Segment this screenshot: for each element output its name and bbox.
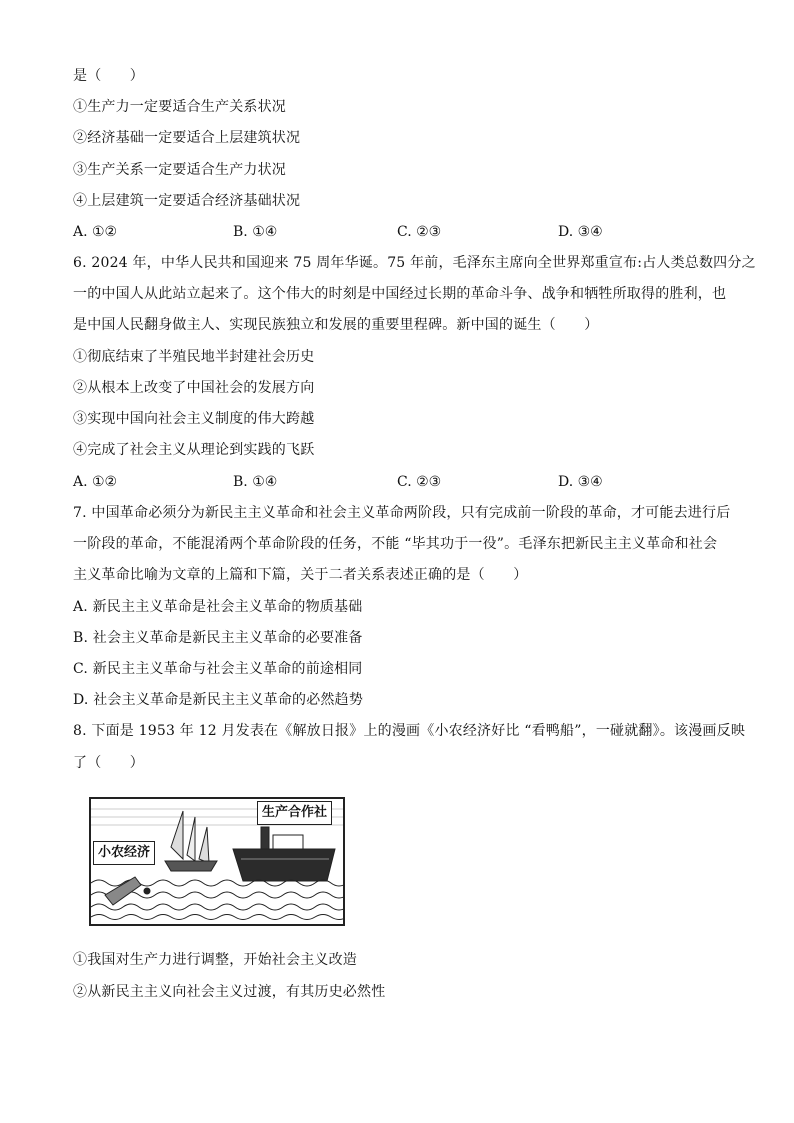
q6-item-3: ③实现中国向社会主义制度的伟大跨越 [73, 411, 315, 427]
q6-stem-line-3: 是中国人民翻身做主人、实现民族独立和发展的重要里程碑。新中国的诞生（ ） [73, 317, 599, 333]
q7-option-d[interactable]: D. 社会主义革命是新民主主义革命的必然趋势 [73, 692, 364, 708]
q8-item-2: ②从新民主主义向社会主义过渡，有其历史必然性 [73, 984, 386, 1000]
q6-option-b[interactable]: B. ①④ [233, 474, 278, 490]
q6-stem-line-1: 6. 2024 年，中华人民共和国迎来 75 周年华诞。75 年前，毛泽东主席向全世界郑重宣布:占人类总数四分之 [73, 255, 756, 271]
q7-stem-line-3: 主义革命比喻为文章的上篇和下篇，关于二者关系表述正确的是（ ） [73, 567, 528, 583]
q7-option-b[interactable]: B. 社会主义革命是新民主主义革命的必要准备 [73, 630, 363, 646]
q7-stem-line-1: 7. 中国革命必须分为新民主主义革命和社会主义革命两阶段，只有完成前一阶段的革命，才可能去进行后 [73, 505, 731, 521]
q7-stem-line-2: 一阶段的革命，不能混淆两个革命阶段的任务，不能 “毕其功于一役”。毛泽东把新民主主义革命和社会 [73, 536, 718, 552]
q5-option-c[interactable]: C. ②③ [397, 224, 442, 240]
q7-option-c[interactable]: C. 新民主主义革命与社会主义革命的前途相同 [73, 661, 363, 677]
sailboat [165, 811, 217, 871]
q5-item-4: ④上层建筑一定要适合经济基础状况 [73, 193, 301, 209]
q5-item-3: ③生产关系一定要适合生产力状况 [73, 162, 286, 178]
q8-stem-line-1: 8. 下面是 1953 年 12 月发表在《解放日报》上的漫画《小农经济好比 “看鸭船”，一碰就翻》。该漫画反映 [73, 723, 746, 739]
q5-option-b[interactable]: B. ①④ [233, 224, 278, 240]
q5-item-2: ②经济基础一定要适合上层建筑状况 [73, 130, 301, 146]
q6-stem-line-2: 一的中国人从此站立起来了。这个伟大的时刻是中国经过长期的革命斗争、战争和牺牲所取得的胜利，也 [73, 286, 727, 302]
q5-option-a[interactable]: A. ①② [73, 224, 118, 240]
q5-tail: 是（ ） [73, 68, 144, 84]
q5-option-d[interactable]: D. ③④ [558, 224, 603, 240]
q6-option-a[interactable]: A. ①② [73, 474, 118, 490]
capsized-boat [105, 877, 150, 905]
q6-option-c[interactable]: C. ②③ [397, 474, 442, 490]
q6-item-4: ④完成了社会主义从理论到实践的飞跃 [73, 442, 315, 458]
label-production-cooperative: 生产合作社 [257, 801, 332, 825]
q7-option-a[interactable]: A. 新民主主义革命是社会主义革命的物质基础 [73, 599, 363, 615]
cartoon-image [89, 797, 345, 926]
steamship [233, 827, 335, 881]
q8-item-1: ①我国对生产力进行调整，开始社会主义改造 [73, 952, 357, 968]
q6-item-2: ②从根本上改变了中国社会的发展方向 [73, 380, 315, 396]
q6-option-d[interactable]: D. ③④ [558, 474, 603, 490]
label-small-peasant-economy: 小农经济 [93, 841, 155, 865]
q6-item-1: ①彻底结束了半殖民地半封建社会历史 [73, 349, 315, 365]
q8-stem-line-2: 了（ ） [73, 755, 144, 771]
q5-item-1: ①生产力一定要适合生产关系状况 [73, 99, 286, 115]
